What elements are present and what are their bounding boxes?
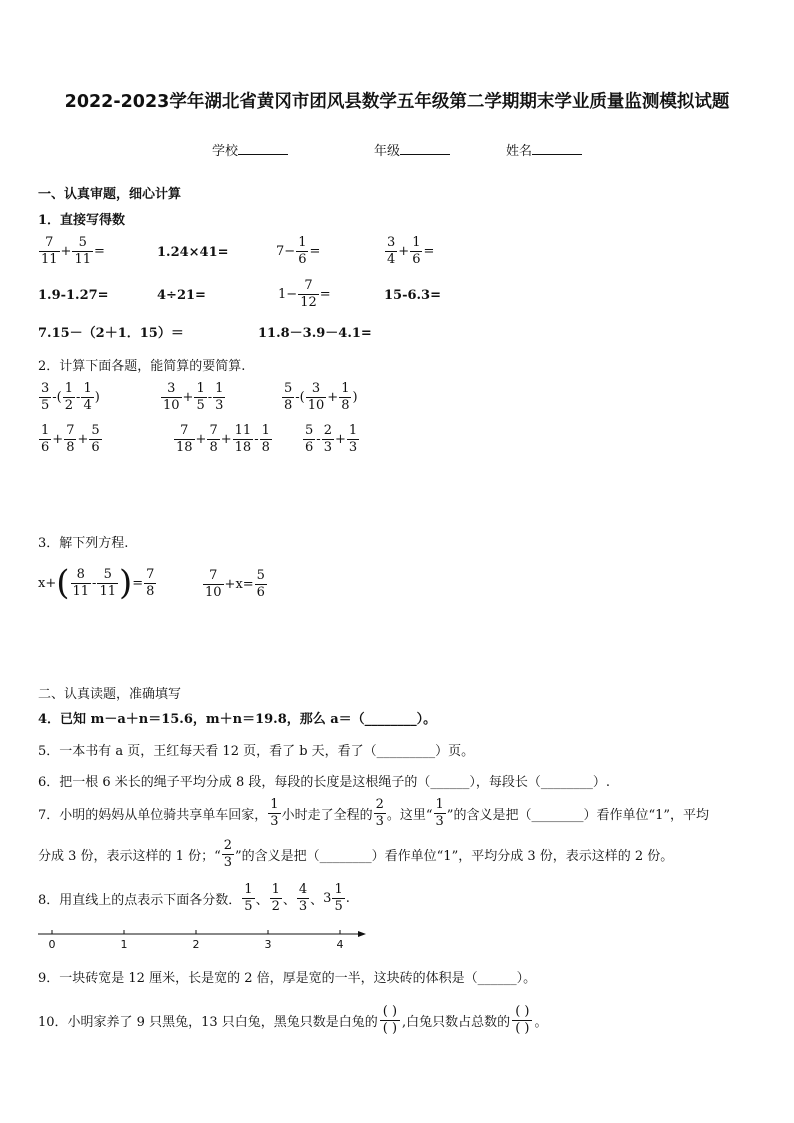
- q7-line-2: 分成 3 份，表示这样的 1 份；“ $\frac{2}{3}$ ”的含义是把（________）看作单位“1”，平均分成 3 份，表示这样的 2 份。: [38, 838, 674, 870]
- q2-expr-4: $\frac{1}{6}$ + $\frac{7}{8}$ + $\frac{5}{6}$: [41, 423, 100, 455]
- grade-field: 年级: [374, 140, 450, 159]
- section-2-heading: 二、认真读题，准确填写: [38, 687, 182, 702]
- q7-line-1: 7．小明的妈妈从单位骑共享单车回家， $\frac{1}{3}$ 小时走了全程的 $\frac{2}{3}$ 。这里“ $\frac{1}{3}$ ”的含义是把（________）看作单位“1”，平均: [38, 797, 710, 829]
- number-line-arrow: [358, 931, 366, 937]
- q1-expr-g: 1 − $\frac{7}{12}$ =: [278, 278, 331, 310]
- number-line-tick-label: 2: [192, 938, 200, 951]
- q3-label: 3．解下列方程.: [38, 536, 129, 551]
- q1-expr-i: 7.15－（2＋1．15）＝: [38, 326, 184, 341]
- answer-fraction-box-1[interactable]: ( ) ( ): [380, 1004, 400, 1037]
- q2-expr-5: $\frac{7}{18}$ + $\frac{7}{8}$ + $\frac{11}{18}$ - $\frac{1}{8}$: [176, 423, 270, 455]
- q1-expr-a: $\frac{7}{11}$ + $\frac{5}{11}$ =: [41, 235, 105, 267]
- q2-expr-6: $\frac{5}{6}$ - $\frac{2}{3}$ + $\frac{1}{3}$: [305, 423, 358, 455]
- q9-text: 9．一块砖宽是 12 厘米，长是宽的 2 倍，厚是宽的一半，这块砖的体积是（______）。: [38, 971, 537, 986]
- q1-label: 1．直接写得数: [38, 213, 126, 228]
- q2-expr-3: $\frac{5}{8}$ -( $\frac{3}{10}$ + $\frac{1}{8}$ ): [284, 381, 358, 413]
- number-line-tick-label: 1: [120, 938, 128, 951]
- q1-expr-h: 15-6.3=: [384, 288, 441, 303]
- q10-text: 10．小明家养了 9 只黑兔，13 只白兔，黑兔只数是白兔的 ( ) ( ) ,白兔只数占总数的 ( ) ( ) 。: [38, 1004, 548, 1036]
- q1-expr-j: 11.8－3.9－4.1=: [258, 326, 372, 341]
- q1-expr-c: 7 − $\frac{1}{6}$ =: [276, 235, 321, 267]
- q2-label: 2．计算下面各题，能简算的要简算.: [38, 359, 246, 374]
- name-field: 姓名: [506, 140, 582, 159]
- q1-expr-b: 1.24×41=: [157, 245, 229, 260]
- q1-expr-d: $\frac{3}{4}$ + $\frac{1}{6}$ =: [387, 235, 435, 267]
- number-line-tick-label: 0: [48, 938, 56, 951]
- q2-expr-2: $\frac{3}{10}$ + $\frac{1}{5}$ - $\frac{1}{3}$: [163, 381, 224, 413]
- q3-equation-1: x+ ( $\frac{8}{11}$ - $\frac{5}{11}$ ) = $\frac{7}{8}$: [38, 563, 155, 603]
- q1-expr-e: 1.9-1.27=: [38, 288, 109, 303]
- number-line-tick-label: 4: [336, 938, 344, 951]
- number-line-tick-label: 3: [264, 938, 272, 951]
- q2-expr-1: $\frac{3}{5}$ -( $\frac{1}{2}$ - $\frac{1}{4}$ ): [41, 381, 100, 413]
- q1-expr-f: 4÷21=: [157, 288, 206, 303]
- q4-text: 4．已知 m－a＋n＝15.6，m＋n＝19.8，那么 a＝（________）。: [38, 712, 437, 727]
- number-line: [36, 926, 376, 952]
- q6-text: 6．把一根 6 米长的绳子平均分成 8 段，每段的长度是这根绳子的（______），每段长（________）.: [38, 775, 610, 790]
- answer-fraction-box-2[interactable]: ( ) ( ): [512, 1004, 532, 1037]
- q5-text: 5．一本书有 a 页，王红每天看 12 页，看了 b 天，看了（_________）页。: [38, 744, 475, 759]
- school-field: 学校: [212, 140, 288, 159]
- page-title: 2022-2023学年湖北省黄冈市团风县数学五年级第二学期期末学业质量监测模拟试题: [64, 92, 730, 112]
- q3-equation-2: $\frac{7}{10}$ +x= $\frac{5}{6}$: [205, 568, 265, 600]
- q8-text: 8．用直线上的点表示下面各分数． $\frac{1}{5}$ 、 $\frac{1}{2}$ 、 $\frac{4}{3}$ 、 3 $\frac{1}{5}$ .: [38, 882, 350, 914]
- section-1-heading: 一、认真审题，细心计算: [38, 187, 182, 202]
